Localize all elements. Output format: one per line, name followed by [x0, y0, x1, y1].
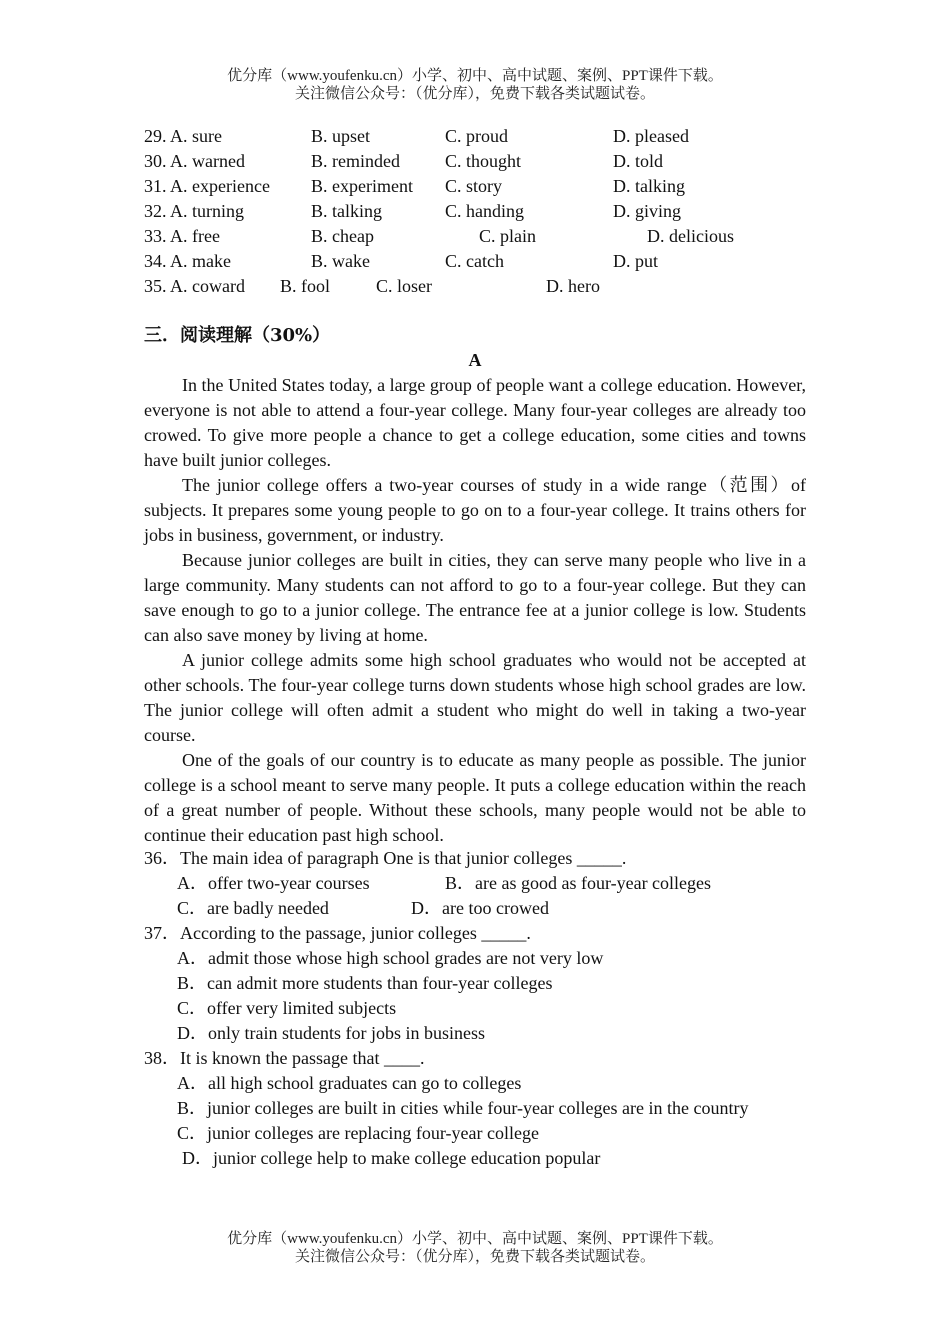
header-line-1: 优分库（www.youfenku.cn）小学、初中、高中试题、案例、PPT课件下载。 [227, 68, 723, 84]
passage-paragraph: One of the goals of our country is to educate as many people as possible. The junior college is a school meant to serve many people. It puts a college education within the reach of a great number of people. Without these schools, many people would not be able to continue their education past high school. [144, 750, 806, 845]
option-d: D. hero [546, 276, 600, 296]
option-a: 34. A. make [144, 251, 231, 271]
question-36-option-d: D．are too crowed [411, 898, 549, 918]
option-b: B. cheap [311, 226, 374, 246]
option-b: B. reminded [311, 151, 400, 171]
question-37-stem: 37．According to the passage, junior colleges _____. [144, 923, 531, 943]
question-37-option-a: A．admit those whose high school grades are not very low [177, 948, 604, 968]
option-d: D. told [613, 151, 664, 171]
header-line-2: 关注微信公众号：（优分库），免费下载各类试题试卷。 [294, 86, 655, 102]
option-b: B. experiment [311, 176, 413, 196]
cloze-option-row [144, 224, 844, 249]
option-d: D. put [613, 251, 658, 271]
question-38-option-b: B．junior colleges are built in cities while four-year colleges are in the country [177, 1098, 749, 1118]
question-36-stem: 36．The main idea of paragraph One is that junior colleges _____. [144, 848, 627, 868]
question-37-option-d: D．only train students for jobs in business [177, 1023, 485, 1043]
cloze-option-row [144, 249, 844, 274]
footer-line-2: 关注微信公众号：（优分库），免费下载各类试题试卷。 [294, 1249, 655, 1265]
question-38-option-d: D．junior college help to make college education popular [182, 1148, 601, 1168]
page-header [0, 67, 950, 103]
passage-paragraph: Because junior colleges are built in cities, they can serve many people who live in a large community. Many students can not afford to go to a four-year college. But they can save enough to go to a junior college. The entrance fee at a junior college is low. Students can also save money by living at home. [144, 550, 806, 645]
cloze-option-row [144, 274, 844, 299]
option-c: C. catch [445, 251, 504, 271]
option-c: C. plain [479, 226, 536, 246]
passage-paragraph: A junior college admits some high school graduates who would not be accepted at other schools. The four-year college turns down students whose high school grades are low. The junior college will often admit a student who might do well in taking a two-year course. [144, 650, 806, 745]
question-37-option-c: C．offer very limited subjects [177, 998, 397, 1018]
option-c: C. loser [376, 276, 432, 296]
option-b: B. upset [311, 126, 371, 146]
option-c: C. story [445, 176, 503, 196]
page-footer [0, 1230, 950, 1266]
cloze-option-row [144, 149, 844, 174]
option-d: D. talking [613, 176, 685, 196]
option-a: 30. A. warned [144, 151, 245, 171]
passage-paragraph: In the United States today, a large group of people want a college education. However, everyone is not able to attend a four-year college. Many four-year colleges are already too crowed. To give more people a chance to get a college education, some cities and towns have built junior colleges. [144, 375, 806, 470]
passage-paragraph: The junior college offers a two-year courses of study in a wide range（范围）of subjects. It prepares some young people to go on to a four-year college. It trains others for jobs in business, government, or industry. [144, 475, 806, 545]
option-b: B. fool [280, 276, 331, 296]
passage-title: A [468, 350, 482, 370]
option-a: 31. A. experience [144, 176, 270, 196]
option-a: 29. A. sure [144, 126, 222, 146]
cloze-options-list [144, 124, 844, 299]
option-c: C. proud [445, 126, 508, 146]
question-36-option-b: B．are as good as four-year colleges [445, 873, 712, 893]
cloze-option-row [144, 199, 844, 224]
footer-line-1: 优分库（www.youfenku.cn）小学、初中、高中试题、案例、PPT课件下载。 [227, 1231, 723, 1247]
option-c: C. thought [445, 151, 522, 171]
option-d: D. giving [613, 201, 682, 221]
question-38-stem: 38．It is known the passage that ____. [144, 1048, 425, 1068]
question-37-option-b: B．can admit more students than four-year colleges [177, 973, 553, 993]
cloze-option-row [144, 174, 844, 199]
section-title: 三．阅读理解（30%） [144, 325, 331, 346]
option-b: B. wake [311, 251, 370, 271]
option-a: 33. A. free [144, 226, 220, 246]
question-36-option-c: C．are badly needed [177, 898, 329, 918]
option-a: 32. A. turning [144, 201, 245, 221]
option-a: 35. A. coward [144, 276, 245, 296]
option-c: C. handing [445, 201, 524, 221]
question-36-option-a: A．offer two-year courses [177, 873, 370, 893]
question-38-option-a: A．all high school graduates can go to colleges [177, 1073, 522, 1093]
cloze-option-row [144, 124, 844, 149]
option-d: D. delicious [647, 226, 734, 246]
reading-passage [144, 373, 806, 848]
question-38-option-c: C．junior colleges are replacing four-year college [177, 1123, 539, 1143]
option-b: B. talking [311, 201, 382, 221]
option-d: D. pleased [613, 126, 689, 146]
